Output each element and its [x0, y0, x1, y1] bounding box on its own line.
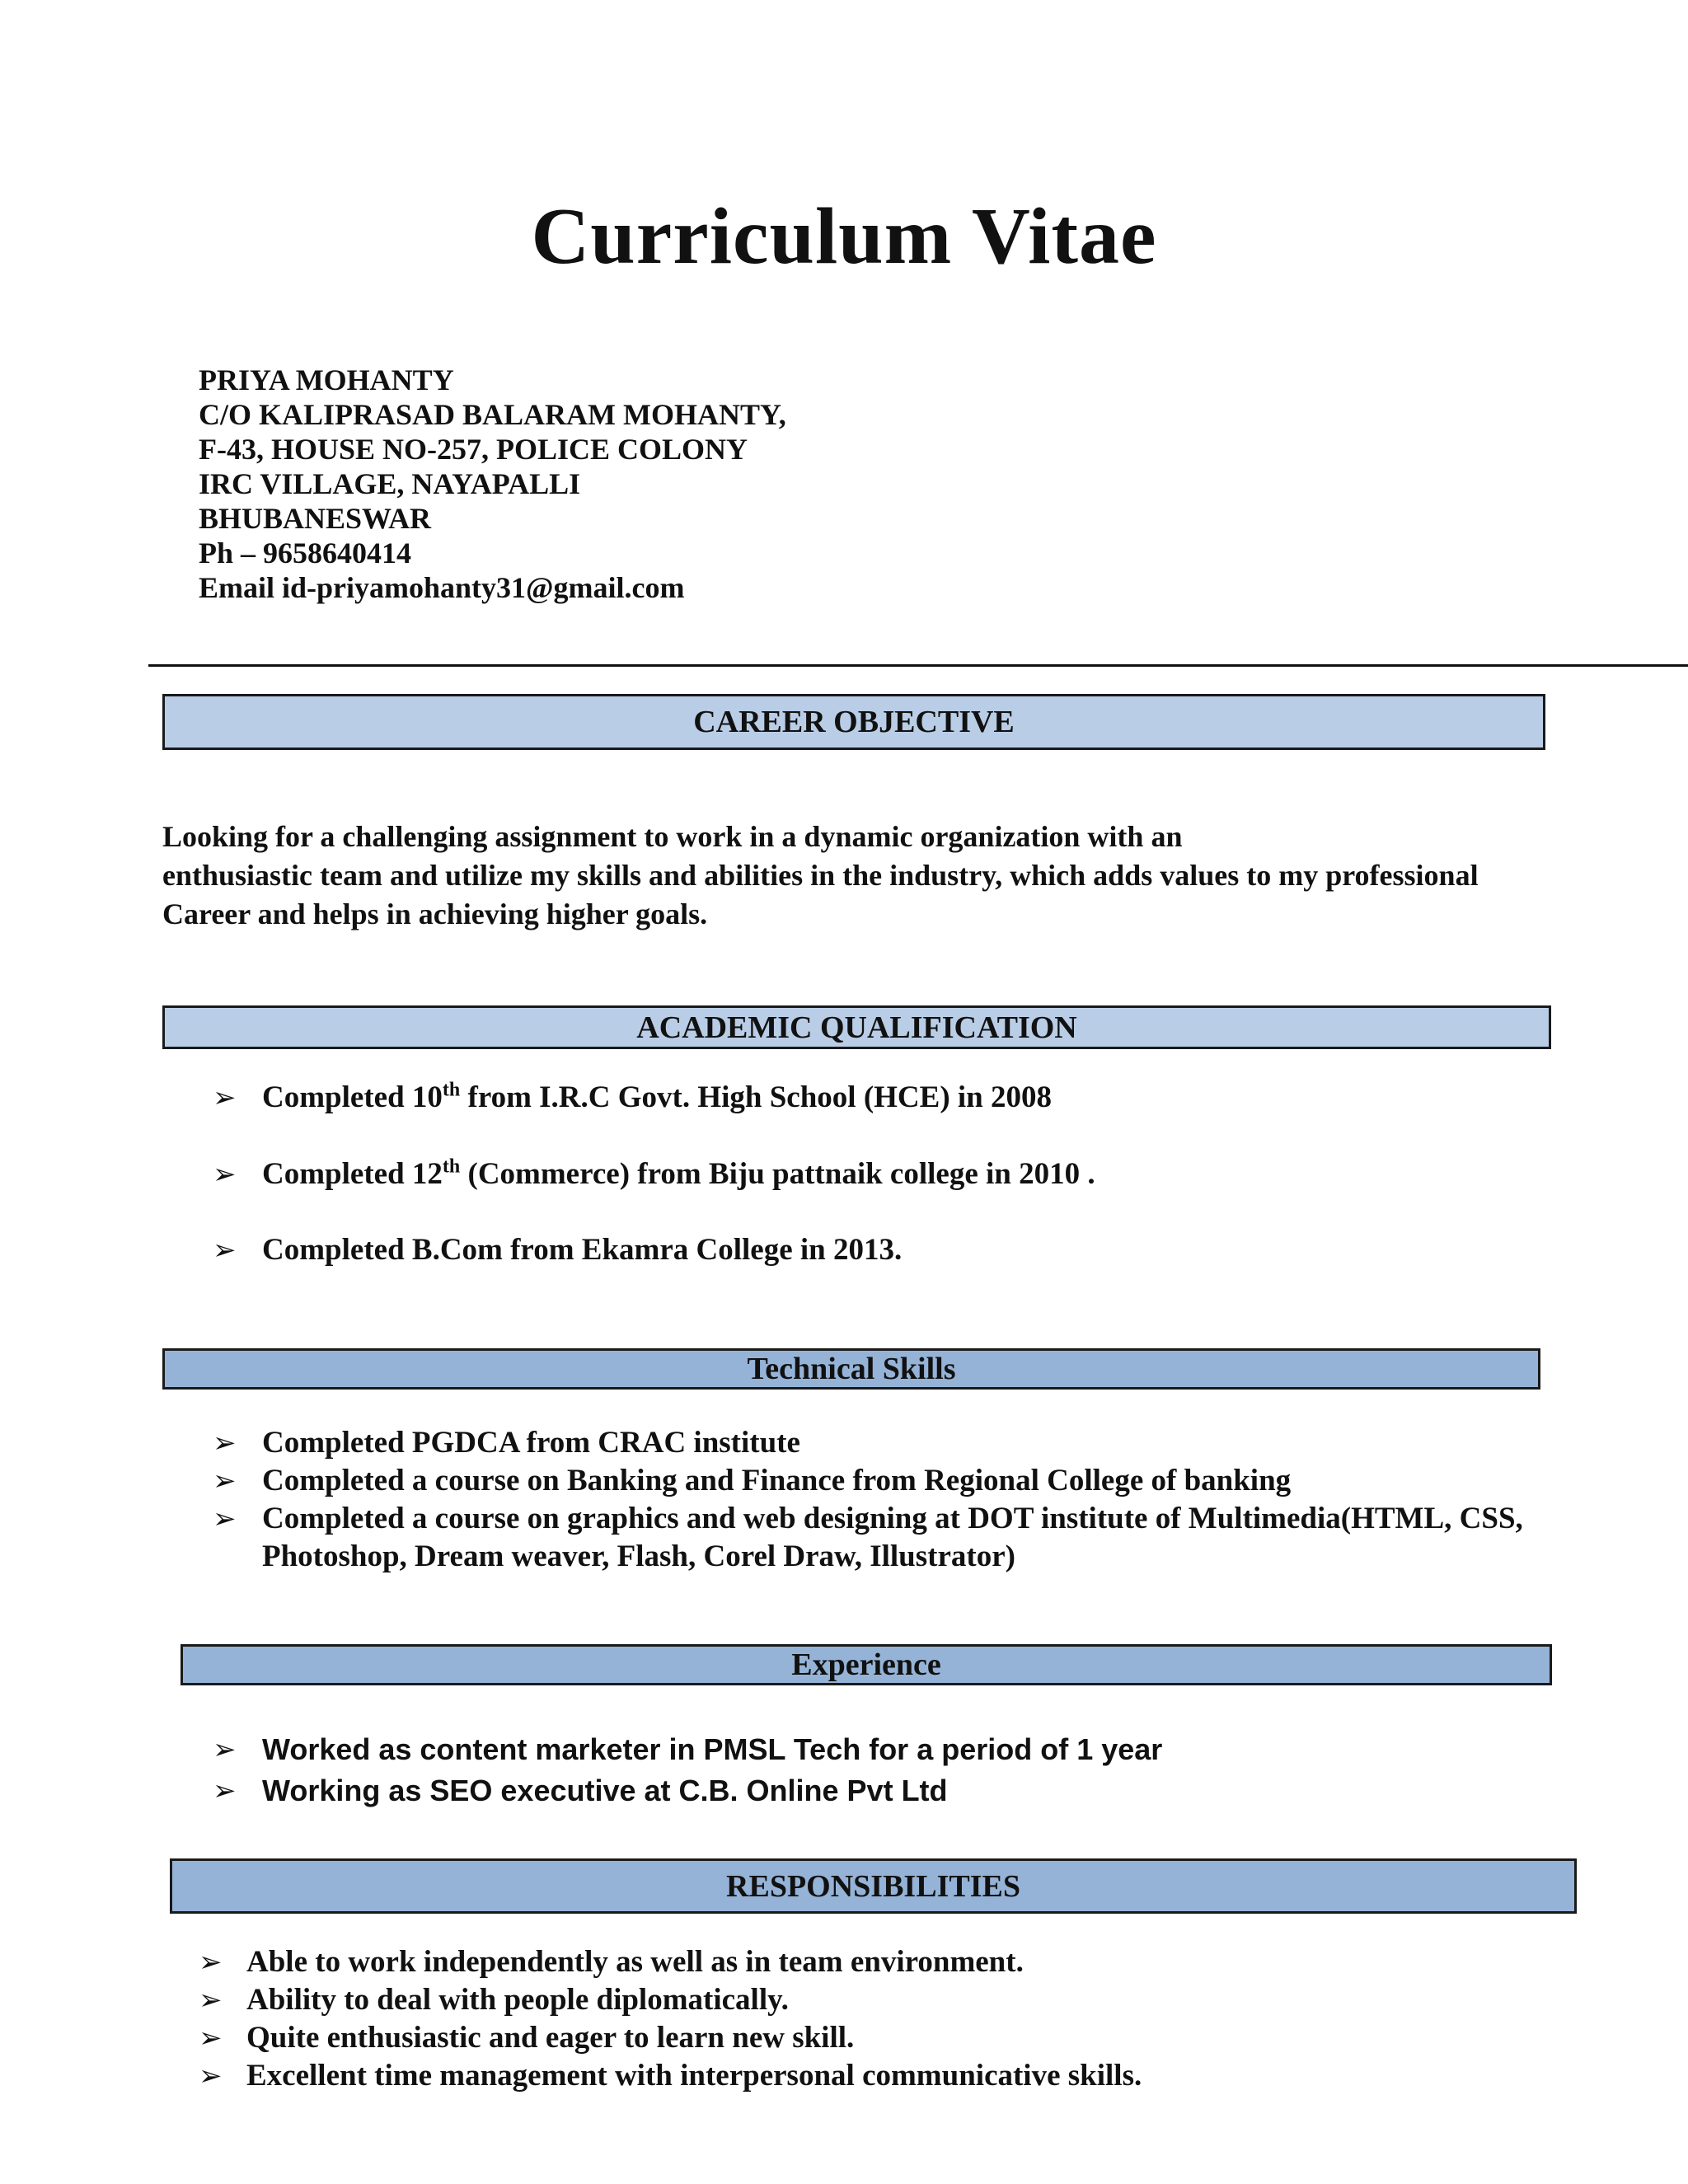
list-item: ➢ Able to work independently as well as in team environment.: [199, 1943, 1142, 1981]
bullet-arrow-icon: ➢: [213, 1465, 237, 1497]
academic-qualification-heading: ACADEMIC QUALIFICATION: [162, 1005, 1551, 1049]
bullet-arrow-icon: ➢: [199, 2022, 223, 2055]
academic-list: [213, 1080, 1095, 1268]
bullet-arrow-icon: ➢: [213, 1234, 237, 1267]
list-item: ➢ Completed a course on graphics and web designing at DOT institute of Multimedia(HTML, CSS,: [213, 1500, 1523, 1538]
objective-line: Career and helps in achieving higher goals.: [162, 898, 708, 930]
career-objective-heading: CAREER OBJECTIVE: [162, 694, 1545, 750]
list-item: ➢ Completed 12th (Commerce) from Biju pattnaik college in 2010 .: [213, 1155, 1095, 1191]
list-item-continuation: Photoshop, Dream weaver, Flash, Corel Draw, Illustrator): [262, 1540, 1015, 1573]
responsibilities-list: [199, 1943, 1142, 2095]
responsibilities-heading: RESPONSIBILITIES: [170, 1858, 1577, 1914]
bullet-arrow-icon: ➢: [213, 1502, 237, 1535]
list-item: ➢ Completed B.Com from Ekamra College in 2013.: [213, 1233, 903, 1267]
address-line: C/O KALIPRASAD BALARAM MOHANTY,: [199, 398, 786, 431]
bullet-arrow-icon: ➢: [199, 1946, 223, 1979]
contact-block: [199, 363, 786, 605]
experience-heading: Experience: [181, 1644, 1552, 1685]
document-title: Curriculum Vitae: [531, 192, 1157, 281]
address-line: IRC VILLAGE, NAYAPALLI: [199, 467, 581, 500]
bullet-arrow-icon: ➢: [213, 1774, 237, 1807]
list-item: ➢ Quite enthusiastic and eager to learn new skill.: [199, 2019, 1142, 2057]
experience-list: [213, 1729, 1162, 1811]
horizontal-divider: [148, 664, 1688, 667]
career-objective-text: [162, 818, 1638, 934]
bullet-arrow-icon: ➢: [213, 1733, 237, 1766]
bullet-arrow-icon: ➢: [213, 1158, 237, 1191]
phone-number: Ph – 9658640414: [199, 537, 412, 569]
list-item: ➢ Completed a course on Banking and Finance from Regional College of banking: [213, 1462, 1523, 1500]
email-address: Email id-priyamohanty31@gmail.com: [199, 571, 685, 604]
bullet-arrow-icon: ➢: [199, 1984, 223, 2017]
applicant-name: PRIYA MOHANTY: [199, 363, 454, 396]
address-line: F-43, HOUSE NO-257, POLICE COLONY: [199, 433, 748, 466]
objective-line: enthusiastic team and utilize my skills and abilities in the industry, which adds values to my professional: [162, 859, 1479, 892]
technical-skills-list: [213, 1424, 1523, 1576]
list-item: ➢ Completed PGDCA from CRAC institute: [213, 1424, 1523, 1462]
technical-skills-heading: Technical Skills: [162, 1348, 1540, 1390]
list-item: ➢ Completed 10th from I.R.C Govt. High School (HCE) in 2008: [213, 1079, 1053, 1114]
objective-line: Looking for a challenging assignment to work in a dynamic organization with an: [162, 820, 1183, 853]
list-item: ➢ Worked as content marketer in PMSL Tech for a period of 1 year: [213, 1729, 1162, 1770]
bullet-arrow-icon: ➢: [213, 1081, 237, 1114]
list-item: ➢ Ability to deal with people diplomatically.: [199, 1981, 1142, 2019]
bullet-arrow-icon: ➢: [213, 1427, 237, 1460]
bullet-arrow-icon: ➢: [199, 2060, 223, 2093]
list-item: ➢ Excellent time management with interpersonal communicative skills.: [199, 2057, 1142, 2095]
list-item: ➢ Working as SEO executive at C.B. Online Pvt Ltd: [213, 1770, 1162, 1811]
address-city: BHUBANESWAR: [199, 502, 432, 535]
